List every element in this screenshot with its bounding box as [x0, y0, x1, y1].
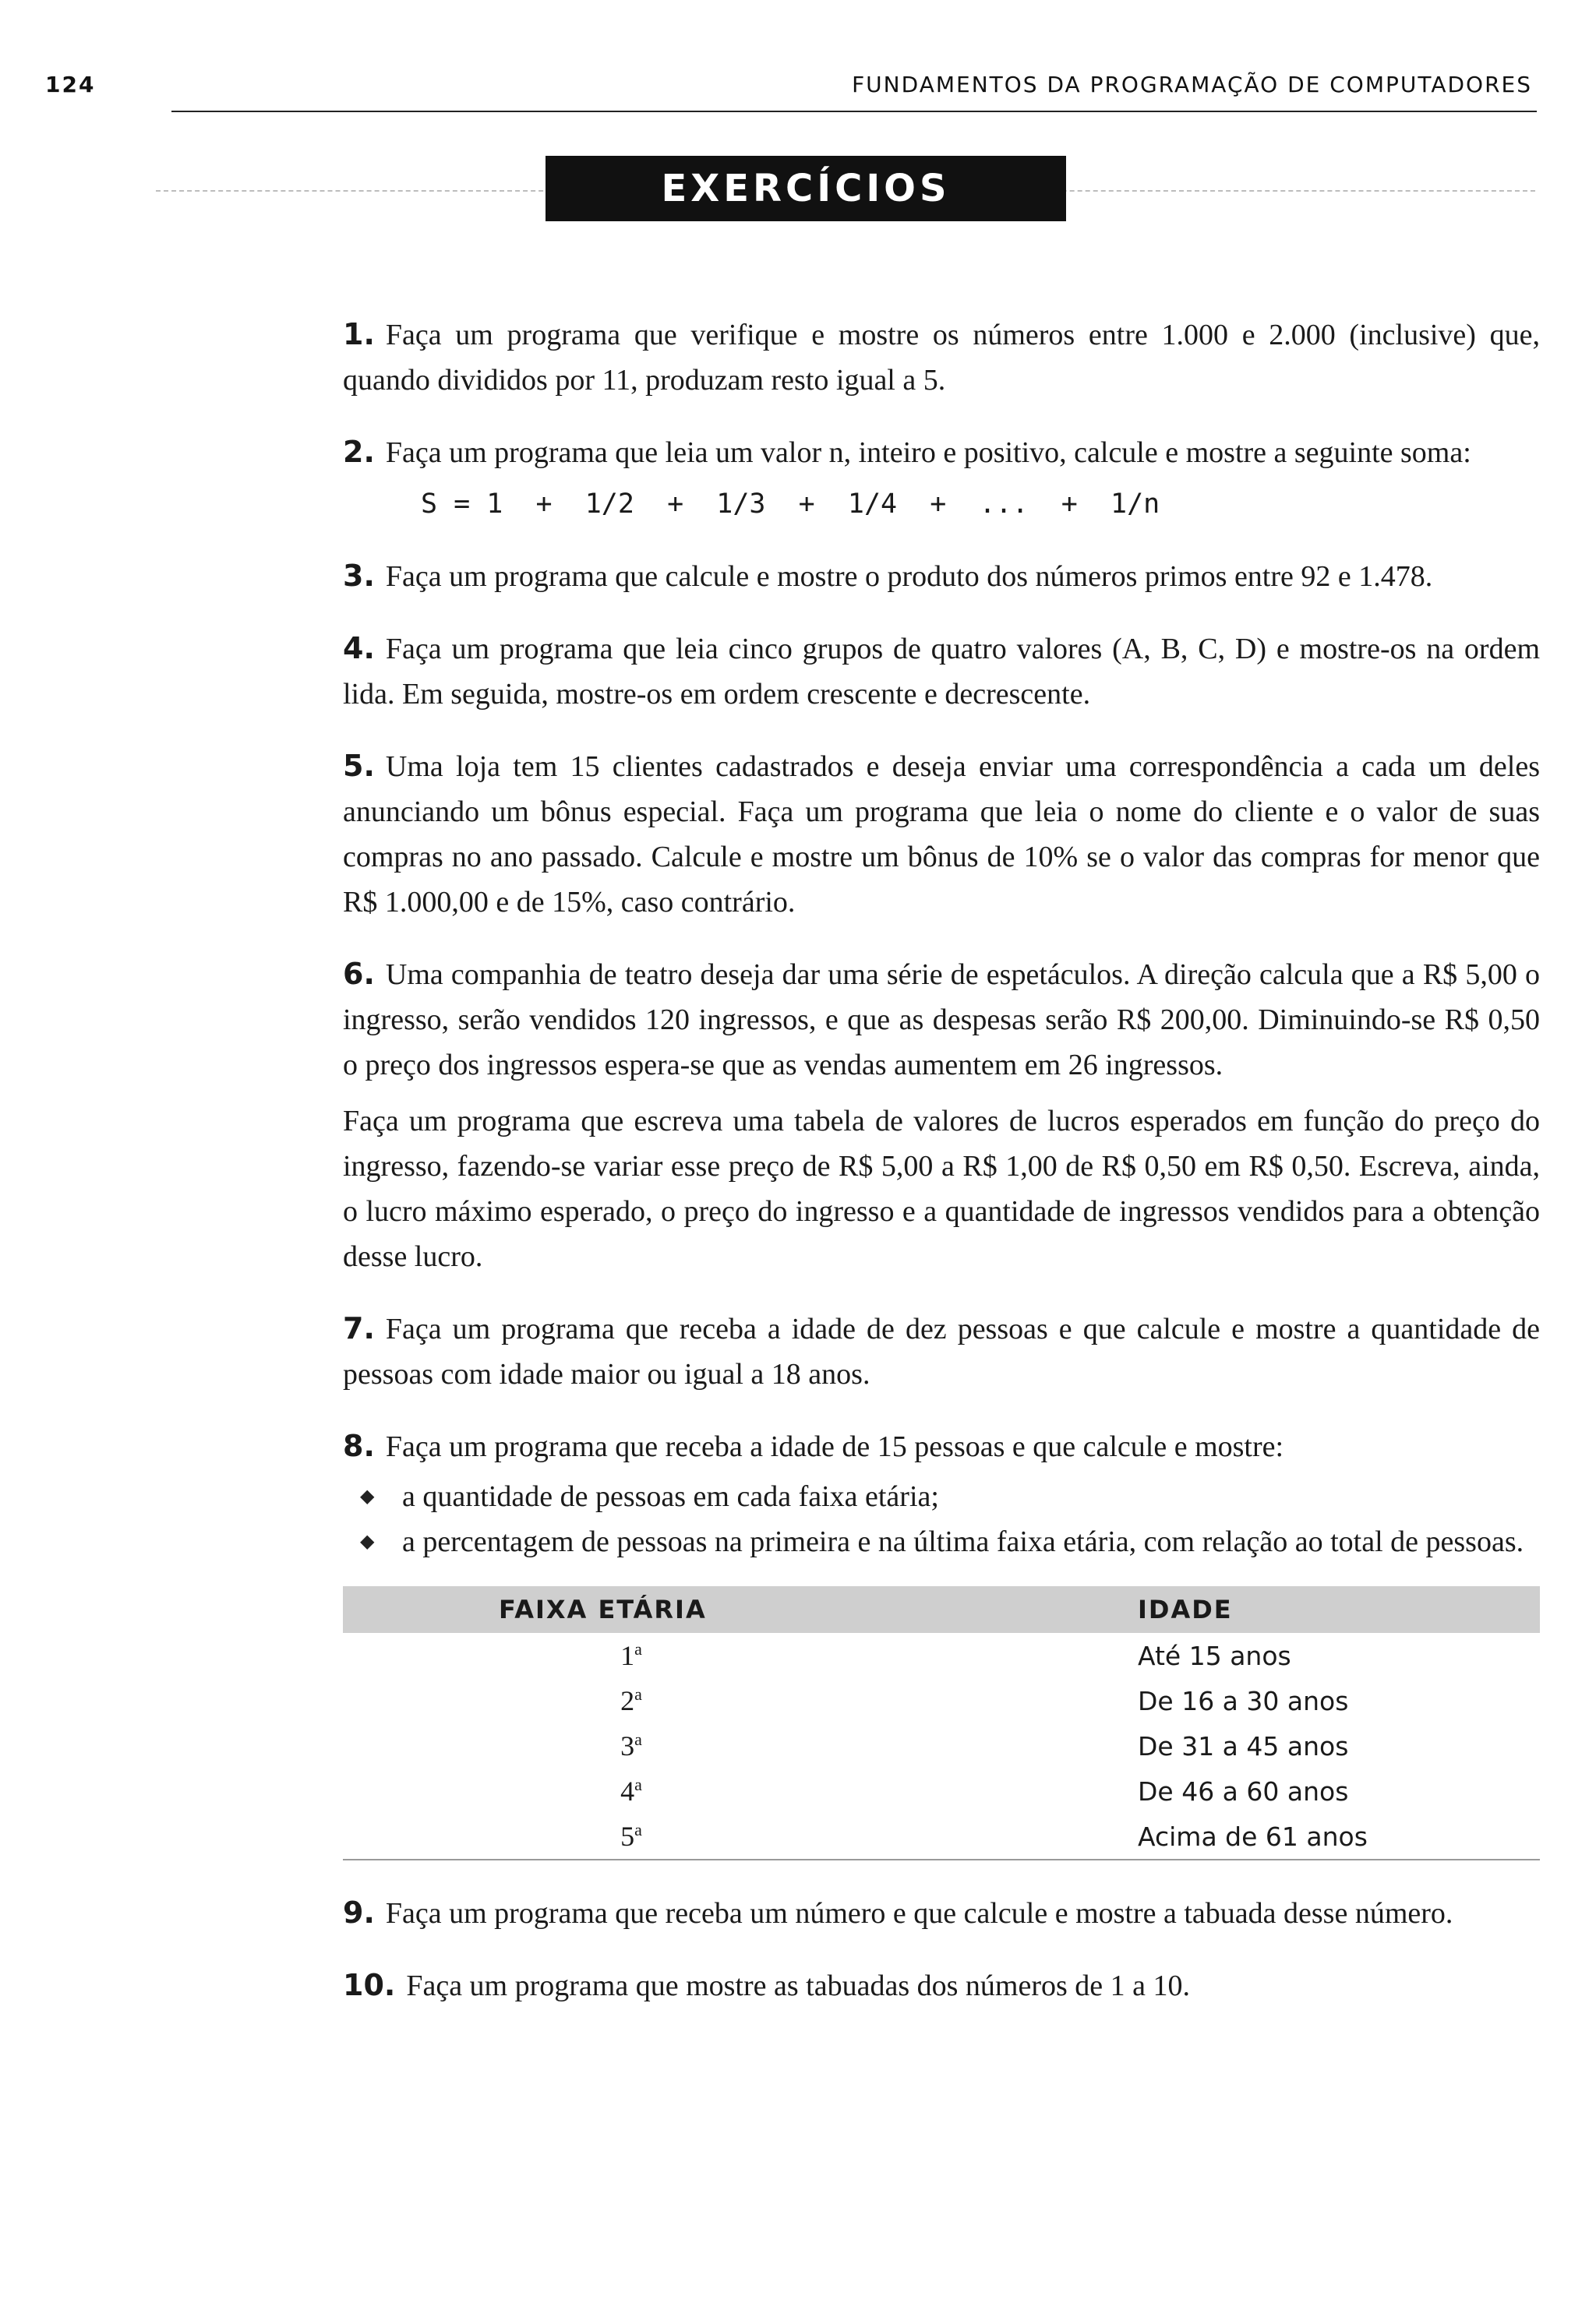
list-item-text: a quantidade de pessoas em cada faixa etária; — [402, 1480, 939, 1513]
age-cell: De 16 a 30 anos — [1138, 1685, 1349, 1716]
table-row — [343, 1633, 1540, 1678]
list-item-text: a percentagem de pessoas na primeira e na última faixa etária, com relação ao total de pessoas. — [402, 1525, 1524, 1558]
exercise-2 — [343, 429, 1540, 527]
exercise-text: Faça um programa que mostre as tabuadas dos números de 1 a 10. — [406, 1970, 1190, 2002]
exercise-text: Faça um programa que receba um número e que calcule e mostre a tabuada desse número. — [385, 1897, 1453, 1930]
exercise-number: 4. — [343, 631, 375, 665]
table-row — [343, 1723, 1540, 1769]
exercise-number: 3. — [343, 559, 375, 593]
header-rule — [171, 111, 1537, 112]
exercise-number: 9. — [343, 1896, 375, 1930]
exercise-number: 1. — [343, 317, 375, 351]
exercise-10 — [343, 1963, 1540, 2008]
list-item — [343, 1474, 1540, 1519]
table-row — [343, 1769, 1540, 1814]
table-row — [343, 1678, 1540, 1723]
age-cell: De 46 a 60 anos — [1138, 1776, 1349, 1807]
exercise-text: Uma companhia de teatro deseja dar uma série de espetáculos. A direção calcula que a R$ 5,00 o ingresso, serão vendidos 120 ingressos, e que as despesas serão R$ 200,00. Diminuindo-se R$ 0,50 o preço dos ingressos espera-se que as vendas aumentem em 26 ingressos. — [343, 958, 1540, 1081]
exercise-text: Faça um programa que leia cinco grupos de quatro valores (A, B, C, D) e mostre-os na ordem lida. Em seguida, mostre-os em ordem crescente e decrescente. — [343, 633, 1540, 711]
diamond-bullet-icon: ◆ — [360, 1486, 375, 1507]
exercise-text: Faça um programa que receba a idade de dez pessoas e que calcule e mostre a quantidade de pessoas com idade maior ou igual a 18 anos. — [343, 1313, 1540, 1391]
exercise-number: 10. — [343, 1968, 396, 2002]
exercise-text: Faça um programa que leia um valor n, inteiro e positivo, calcule e mostre a seguinte soma: — [385, 436, 1471, 469]
exercise-8 — [343, 1423, 1540, 1564]
page-header — [45, 72, 1535, 109]
exercise-text: Faça um programa que verifique e mostre os números entre 1.000 e 2.000 (inclusive) que, quando divididos por 11, produzam resto igual a 5. — [343, 319, 1540, 397]
exercise-number: 8. — [343, 1429, 375, 1463]
age-cell: Até 15 anos — [1138, 1640, 1291, 1671]
exercise-6 — [343, 951, 1540, 1279]
range-cell: 4$^a$ — [620, 1775, 642, 1807]
exercise-3 — [343, 553, 1540, 599]
column-header-faixa: FAIXA ETÁRIA — [343, 1586, 1122, 1633]
exercise-text: Faça um programa que receba a idade de 15 pessoas e que calcule e mostre: — [385, 1430, 1284, 1463]
exercise-list — [343, 312, 1540, 2035]
bullet-list — [343, 1474, 1540, 1564]
exercise-number: 5. — [343, 749, 375, 783]
running-title: FUNDAMENTOS DA PROGRAMAÇÃO DE COMPUTADORES — [852, 72, 1532, 97]
exercise-text-continued: Faça um programa que escreva uma tabela de valores de lucros esperados em função do preço do ingresso, fazendo-se variar esse preço de R$ 5,00 a R$ 1,00 de R$ 0,50 em R$ 0,50. Escreva, ainda, o lucro máximo esperado, o preço do ingresso e a quantidade de ingressos vendidos para a obtenção desse lucro. — [343, 1105, 1540, 1273]
sum-formula: S = 1 + 1/2 + 1/3 + 1/4 + ... + 1/n — [421, 488, 1160, 520]
exercise-text: Faça um programa que calcule e mostre o produto dos números primos entre 92 e 1.478. — [385, 560, 1433, 593]
exercise-1 — [343, 312, 1540, 403]
table-header-row — [343, 1586, 1540, 1633]
column-header-idade: IDADE — [1122, 1586, 1540, 1633]
range-cell: 5$^a$ — [343, 1814, 1122, 1860]
range-cell: 2$^a$ — [620, 1684, 642, 1716]
exercise-number: 7. — [343, 1311, 375, 1345]
range-cell: 3$^a$ — [620, 1730, 642, 1762]
list-item — [343, 1519, 1540, 1564]
exercise-9 — [343, 1890, 1540, 1936]
diamond-bullet-icon: ◆ — [360, 1532, 375, 1552]
exercise-number: 6. — [343, 957, 375, 991]
section-title: EXERCÍCIOS PROPOSTOS — [546, 156, 1066, 221]
exercise-4 — [343, 626, 1540, 717]
exercise-text: Uma loja tem 15 clientes cadastrados e deseja enviar uma correspondência a cada um deles anunciando um bônus especial. Faça um programa que leia o nome do cliente e o valor de suas compras no ano passado. Calcule e mostre um bônus de 10% se o valor das compras for menor que R$ 1.000,00 e de 15%, caso contrário. — [343, 750, 1540, 919]
age-range-table — [343, 1586, 1540, 1860]
range-cell: 1$^a$ — [620, 1639, 642, 1671]
age-cell: De 31 a 45 anos — [1138, 1730, 1349, 1762]
exercise-number: 2. — [343, 435, 375, 469]
age-cell: Acima de 61 anos — [1122, 1814, 1540, 1860]
page-number: 124 — [45, 72, 96, 97]
exercise-5 — [343, 743, 1540, 925]
table-row — [343, 1814, 1540, 1860]
exercise-7 — [343, 1306, 1540, 1397]
